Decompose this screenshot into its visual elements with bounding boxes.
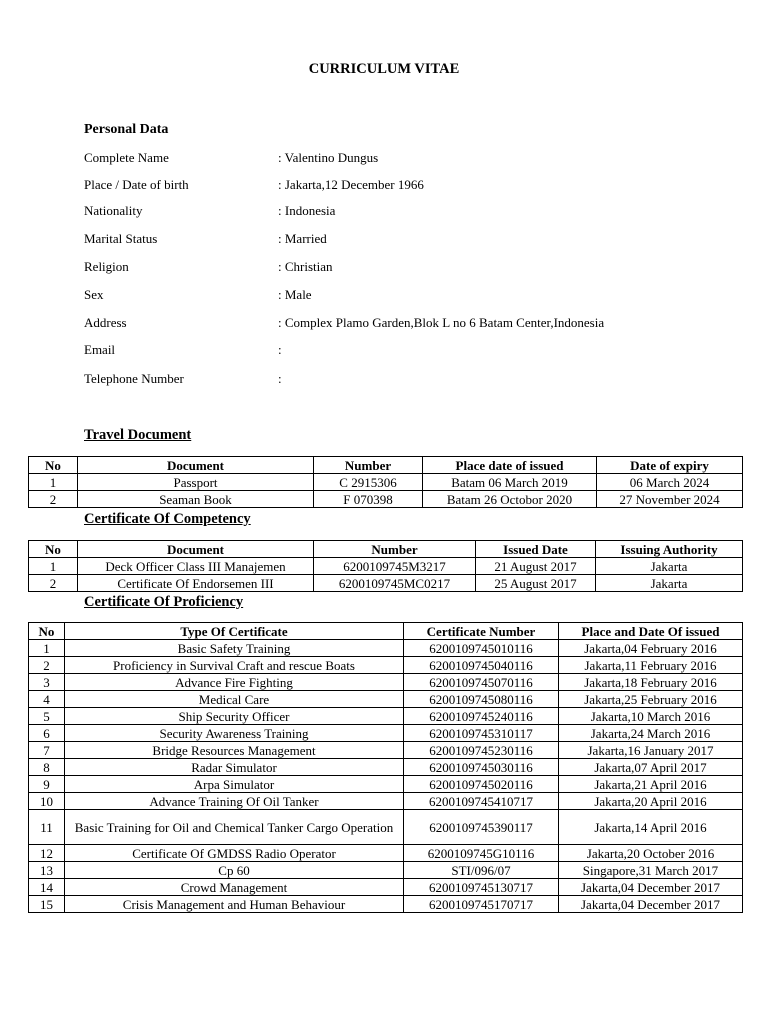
table-cell: Seaman Book	[78, 491, 314, 508]
table-cell: Basic Safety Training	[65, 640, 404, 657]
personal-field-row	[84, 150, 724, 168]
column-header: No	[29, 623, 65, 640]
column-header: No	[29, 541, 78, 558]
table-cell: C 2915306	[314, 474, 423, 491]
field-label: Complete Name	[84, 150, 169, 165]
table-cell: 25 August 2017	[476, 575, 596, 592]
table-cell: 6	[29, 725, 65, 742]
table-row	[29, 862, 743, 879]
table-cell: Singapore,31 March 2017	[559, 862, 743, 879]
table-row	[29, 759, 743, 776]
table-cell: Deck Officer Class III Manajemen	[78, 558, 314, 575]
table-cell: 6200109745410717	[404, 793, 559, 810]
column-header: No	[29, 457, 78, 474]
table-row	[29, 896, 743, 913]
personal-data-heading: Personal Data	[84, 122, 169, 137]
field-value: : Indonesia	[278, 203, 336, 218]
table-cell: Passport	[78, 474, 314, 491]
field-value: : Christian	[278, 259, 333, 274]
table-cell: Jakarta	[596, 558, 743, 575]
table-cell: 13	[29, 862, 65, 879]
table-cell: Jakarta,21 April 2016	[559, 776, 743, 793]
field-value: : Married	[278, 231, 327, 246]
field-label: Place / Date of birth	[84, 177, 189, 192]
table-cell: 6200109745010116	[404, 640, 559, 657]
table-cell: 6200109745070116	[404, 674, 559, 691]
table-cell: 6200109745030116	[404, 759, 559, 776]
personal-field-row	[84, 371, 724, 389]
table-cell: 6200109745080116	[404, 691, 559, 708]
table-cell: 06 March 2024	[597, 474, 743, 491]
table-cell: Jakarta,25 February 2016	[559, 691, 743, 708]
table-cell: Advance Fire Fighting	[65, 674, 404, 691]
table-cell: Proficiency in Survival Craft and rescue Boats	[65, 657, 404, 674]
column-header: Type Of Certificate	[65, 623, 404, 640]
table-header-row	[29, 541, 743, 558]
field-label: Telephone Number	[84, 371, 184, 386]
table-cell: Jakarta,07 April 2017	[559, 759, 743, 776]
table-cell: 6200109745230116	[404, 742, 559, 759]
field-label: Nationality	[84, 203, 143, 218]
table-cell: 27 November 2024	[597, 491, 743, 508]
personal-field-row	[84, 342, 724, 360]
table-cell: Certificate Of GMDSS Radio Operator	[65, 845, 404, 862]
document-title: CURRICULUM VITAE	[308, 61, 460, 77]
table-row	[29, 558, 743, 575]
table-cell: 21 August 2017	[476, 558, 596, 575]
field-value: :	[278, 371, 282, 386]
table-cell: 1	[29, 474, 78, 491]
table-row	[29, 708, 743, 725]
table-cell: Jakarta,20 April 2016	[559, 793, 743, 810]
table-cell: Batam 06 March 2019	[423, 474, 597, 491]
table-cell: Jakarta	[596, 575, 743, 592]
column-header: Document	[78, 457, 314, 474]
proficiency-heading: Certificate Of Proficiency	[84, 594, 244, 610]
table-cell: Jakarta,10 March 2016	[559, 708, 743, 725]
personal-field-row	[84, 231, 724, 249]
column-header: Certificate Number	[404, 623, 559, 640]
table-cell: Security Awareness Training	[65, 725, 404, 742]
table-cell: 11	[29, 810, 65, 845]
table-row	[29, 575, 743, 592]
table-cell: 2	[29, 657, 65, 674]
personal-field-row	[84, 203, 724, 221]
table-cell: 1	[29, 558, 78, 575]
table-cell: 1	[29, 640, 65, 657]
column-header: Place date of issued	[423, 457, 597, 474]
table-row	[29, 776, 743, 793]
table-cell: 6200109745MC0217	[314, 575, 476, 592]
table-cell: Jakarta,18 February 2016	[559, 674, 743, 691]
field-label: Email	[84, 342, 116, 357]
table-cell: F 070398	[314, 491, 423, 508]
table-cell: 6200109745040116	[404, 657, 559, 674]
column-header: Issued Date	[476, 541, 596, 558]
table-cell: Bridge Resources Management	[65, 742, 404, 759]
table-header-row	[29, 457, 743, 474]
travel-document-heading: Travel Document	[84, 427, 192, 443]
table-cell: 6200109745240116	[404, 708, 559, 725]
table-cell: Crowd Management	[65, 879, 404, 896]
table-cell: Jakarta,04 December 2017	[559, 879, 743, 896]
table-cell: 3	[29, 674, 65, 691]
table-cell: Jakarta,24 March 2016	[559, 725, 743, 742]
table-cell: Cp 60	[65, 862, 404, 879]
table-cell: 15	[29, 896, 65, 913]
table-cell: 7	[29, 742, 65, 759]
personal-field-row	[84, 259, 724, 277]
table-cell: Radar Simulator	[65, 759, 404, 776]
table-row	[29, 640, 743, 657]
table-row	[29, 657, 743, 674]
field-label: Sex	[84, 287, 104, 302]
table-cell: Certificate Of Endorsemen III	[78, 575, 314, 592]
column-header: Number	[314, 457, 423, 474]
table-cell: STI/096/07	[404, 862, 559, 879]
table-cell: Basic Training for Oil and Chemical Tanker Cargo Operation	[65, 810, 404, 845]
column-header: Document	[78, 541, 314, 558]
field-value: : Complex Plamo Garden,Blok L no 6 Batam Center,Indonesia	[278, 315, 605, 330]
table-row	[29, 725, 743, 742]
table-cell: 6200109745020116	[404, 776, 559, 793]
table-cell: Jakarta,04 December 2017	[559, 896, 743, 913]
field-value: :	[278, 342, 282, 357]
table-cell: Jakarta,04 February 2016	[559, 640, 743, 657]
field-value: : Jakarta,12 December 1966	[278, 177, 424, 192]
table-cell: 10	[29, 793, 65, 810]
table-row	[29, 845, 743, 862]
table-cell: Crisis Management and Human Behaviour	[65, 896, 404, 913]
table-row	[29, 691, 743, 708]
table-row	[29, 491, 743, 508]
table-cell: 2	[29, 491, 78, 508]
personal-field-row	[84, 177, 724, 195]
proficiency-table	[28, 622, 743, 913]
column-header: Date of expiry	[597, 457, 743, 474]
table-cell: Advance Training Of Oil Tanker	[65, 793, 404, 810]
table-cell: Jakarta,20 October 2016	[559, 845, 743, 862]
table-cell: 6200109745390117	[404, 810, 559, 845]
table-cell: 14	[29, 879, 65, 896]
table-row	[29, 674, 743, 691]
table-cell: 9	[29, 776, 65, 793]
table-cell: 5	[29, 708, 65, 725]
table-cell: 8	[29, 759, 65, 776]
personal-field-row	[84, 287, 724, 305]
travel-document-table	[28, 456, 743, 508]
table-cell: 4	[29, 691, 65, 708]
table-cell: 6200109745G10116	[404, 845, 559, 862]
personal-field-row	[84, 315, 724, 333]
table-cell: 12	[29, 845, 65, 862]
table-row	[29, 810, 743, 845]
table-cell: Batam 26 Octobor 2020	[423, 491, 597, 508]
table-cell: Ship Security Officer	[65, 708, 404, 725]
field-label: Religion	[84, 259, 129, 274]
column-header: Issuing Authority	[596, 541, 743, 558]
field-value: : Male	[278, 287, 312, 302]
table-cell: Jakarta,11 February 2016	[559, 657, 743, 674]
table-row	[29, 879, 743, 896]
field-value: : Valentino Dungus	[278, 150, 379, 165]
table-cell: Medical Care	[65, 691, 404, 708]
table-cell: 6200109745310117	[404, 725, 559, 742]
table-row	[29, 742, 743, 759]
competency-table	[28, 540, 743, 592]
table-cell: 6200109745170717	[404, 896, 559, 913]
column-header: Place and Date Of issued	[559, 623, 743, 640]
table-cell: 6200109745M3217	[314, 558, 476, 575]
table-header-row	[29, 623, 743, 640]
table-cell: Arpa Simulator	[65, 776, 404, 793]
field-label: Address	[84, 315, 127, 330]
table-row	[29, 793, 743, 810]
column-header: Number	[314, 541, 476, 558]
table-cell: Jakarta,16 January 2017	[559, 742, 743, 759]
table-cell: Jakarta,14 April 2016	[559, 810, 743, 845]
table-cell: 2	[29, 575, 78, 592]
competency-heading: Certificate Of Competency	[84, 511, 251, 527]
field-label: Marital Status	[84, 231, 158, 246]
table-cell: 6200109745130717	[404, 879, 559, 896]
table-row	[29, 474, 743, 491]
